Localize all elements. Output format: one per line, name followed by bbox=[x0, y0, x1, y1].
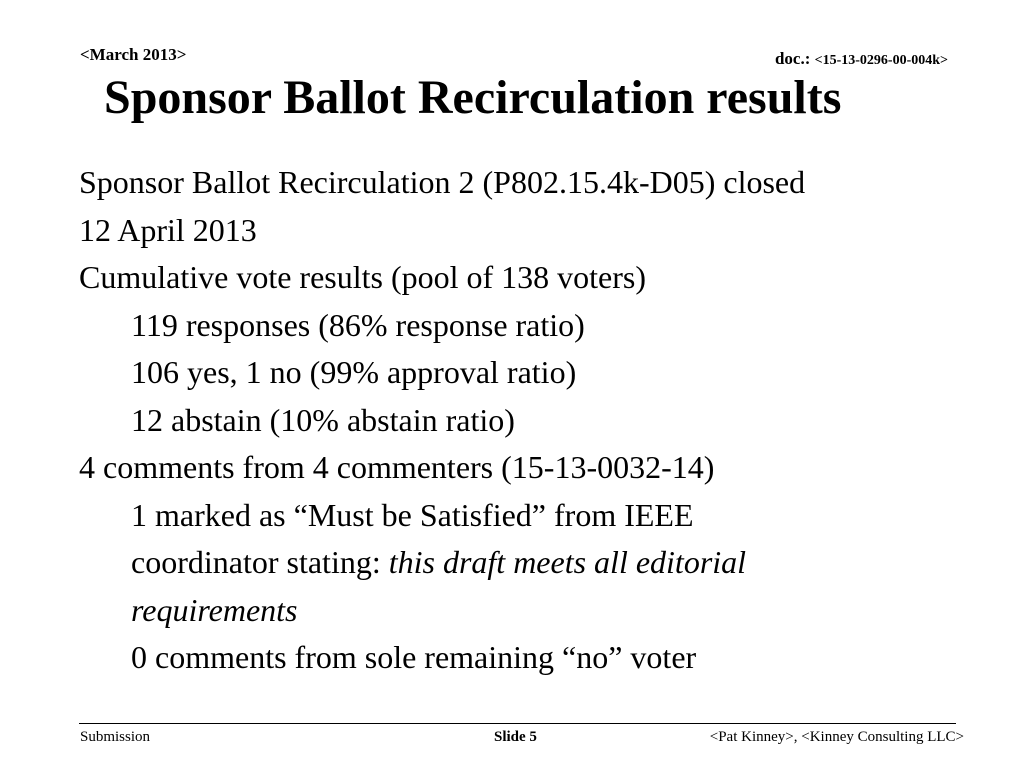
header-doc-label: doc.: bbox=[774, 49, 815, 68]
body-line-ballot: Sponsor Ballot Recirculation 2 (P802.15.4k-D05) closed bbox=[79, 164, 806, 200]
body-line-requirements: requirements bbox=[131, 591, 298, 628]
body-line-coordinator bbox=[79, 539, 999, 587]
footer-divider bbox=[79, 723, 956, 724]
slide-body bbox=[79, 159, 999, 682]
body-line-comments: 4 comments from 4 commenters (15-13-0032-14) bbox=[79, 449, 715, 485]
header-date: <March 2013> bbox=[80, 45, 187, 64]
body-line-close-date: 12 April 2013 bbox=[79, 211, 257, 248]
body-line-no-voter: 0 comments from sole remaining “no” voter bbox=[131, 639, 697, 675]
body-line-yes-no: 106 yes, 1 no (99% approval ratio) bbox=[131, 354, 577, 390]
body-line-responses: 119 responses (86% response ratio) bbox=[131, 306, 585, 343]
slide-title: Sponsor Ballot Recirculation results bbox=[104, 71, 842, 124]
footer-author: <Pat Kinney>, <Kinney Consulting LLC> bbox=[709, 729, 964, 745]
body-line-cumulative: Cumulative vote results (pool of 138 voters) bbox=[79, 259, 647, 295]
coordinator-quote: this draft meets all editorial bbox=[388, 544, 747, 580]
body-line-abstain: 12 abstain (10% abstain ratio) bbox=[131, 401, 515, 438]
coordinator-prefix: coordinator stating: bbox=[131, 544, 389, 580]
footer-slide-number: Slide 5 bbox=[494, 729, 537, 745]
body-line-must-be-satisfied: 1 marked as “Must be Satisfied” from IEEE bbox=[131, 496, 694, 533]
footer-submission: Submission bbox=[80, 729, 151, 745]
header-doc-number: <15-13-0296-00-004k> bbox=[814, 53, 948, 68]
